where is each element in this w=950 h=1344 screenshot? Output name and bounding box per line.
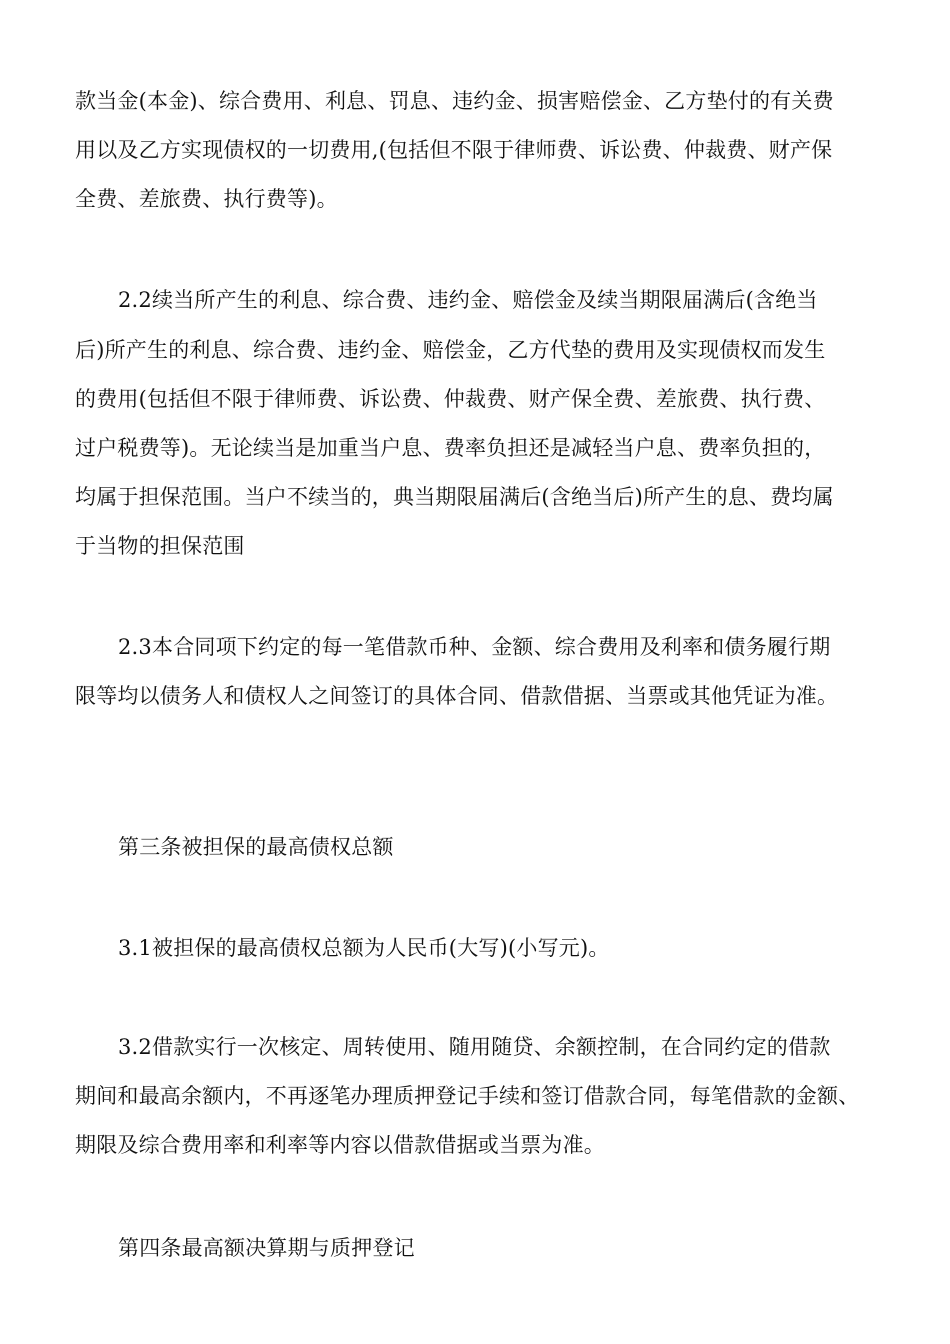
paragraph-line: 3.2借款实行一次核定、周转使用、随用随贷、余额控制，在合同约定的借款 — [118, 1035, 831, 1059]
paragraph-line: 过户税费等)。无论续当是加重当户息、费率负担还是减轻当户息、费率负担的， — [75, 436, 826, 460]
paragraph-line: 2.3本合同项下约定的每一笔借款币种、金额、综合费用及利率和债务履行期 — [118, 635, 831, 659]
section-heading: 第三条被担保的最高债权总额 — [118, 835, 394, 859]
section-heading: 第四条最高额决算期与质押登记 — [118, 1236, 415, 1260]
paragraph-line: 用以及乙方实现债权的一切费用,(包括但不限于律师费、诉讼费、仲裁费、财产保 — [75, 138, 833, 162]
paragraph-line: 款当金(本金)、综合费用、利息、罚息、违约金、损害赔偿金、乙方垫付的有关费 — [75, 89, 834, 113]
paragraph-line: 于当物的担保范围 — [75, 534, 245, 558]
paragraph-line: 2.2续当所产生的利息、综合费、违约金、赔偿金及续当期限届满后(含绝当 — [118, 288, 818, 312]
paragraph-line: 后)所产生的利息、综合费、违约金、赔偿金，乙方代垫的费用及实现债权而发生 — [75, 338, 826, 362]
paragraph-line: 的费用(包括但不限于律师费、诉讼费、仲裁费、财产保全费、差旅费、执行费、 — [75, 387, 826, 411]
paragraph-line: 全费、差旅费、执行费等)。 — [75, 187, 338, 211]
paragraph-line: 限等均以债务人和债权人之间签订的具体合同、借款借据、当票或其他凭证为准。 — [75, 684, 839, 708]
paragraph-line: 期间和最高余额内，不再逐笔办理质押登记手续和签订借款合同，每笔借款的金额、 — [75, 1084, 860, 1108]
paragraph-line: 3.1被担保的最高债权总额为人民币(大写)(小写元)。 — [118, 936, 610, 960]
paragraph-line: 均属于担保范围。当户不续当的，典当期限届满后(含绝当后)所产生的息、费均属 — [75, 485, 834, 509]
paragraph-line: 期限及综合费用率和利率等内容以借款借据或当票为准。 — [75, 1133, 605, 1157]
